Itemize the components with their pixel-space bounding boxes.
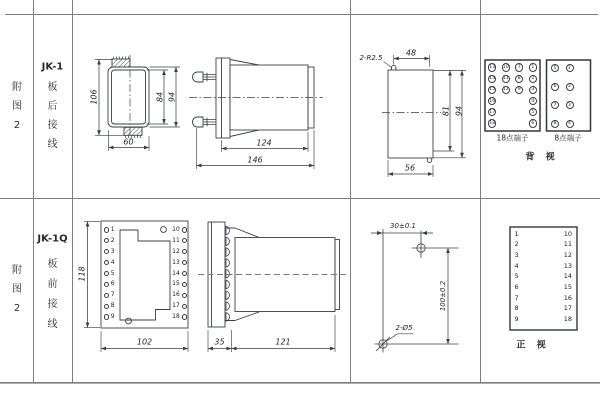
dim-94-face: 94 — [167, 91, 177, 103]
list-item: 接 — [47, 299, 58, 310]
front-view-terminals-right — [168, 227, 187, 320]
list-item: 3 — [529, 86, 537, 94]
list-item: 5 — [551, 64, 559, 72]
t18-row — [485, 75, 540, 83]
list-item: 2 — [529, 75, 537, 83]
list-item: 17 — [489, 109, 496, 115]
panel-cutout-drawing — [382, 55, 466, 177]
list-item: 2 — [514, 240, 519, 249]
dim-48: 48 — [405, 48, 417, 58]
list-item: 18 — [563, 315, 572, 323]
list-item: 9 — [514, 315, 519, 323]
caption-rear-view: 背 视 — [525, 152, 559, 163]
list-item: 8 — [515, 75, 523, 83]
list-item: 3 — [566, 101, 574, 109]
dim-94-cutout: 94 — [454, 105, 463, 117]
list-item: 5 — [514, 272, 519, 281]
list-item: 14 — [489, 76, 496, 82]
t18-row — [485, 86, 540, 94]
dim-118: 118 — [77, 266, 87, 282]
list-item: 2 — [566, 83, 574, 91]
list-item: 17 — [563, 304, 572, 313]
list-item: 10 — [502, 65, 509, 71]
list-item: 6 — [514, 282, 519, 291]
list-item: 10 — [563, 229, 572, 238]
dim-60: 60 — [123, 137, 134, 147]
list-item: 6 — [104, 281, 115, 287]
jk1-side-view-drawing — [189, 58, 323, 169]
front-table-left-column — [515, 231, 519, 323]
list-item: 后 — [47, 101, 58, 112]
list-item: 1 — [104, 227, 115, 233]
list-item: 2 — [13, 120, 21, 131]
list-item: 17 — [172, 303, 187, 309]
list-item: 11 — [502, 76, 509, 82]
caption-18pt: 18点端子 — [496, 133, 529, 142]
list-item: 6 — [551, 83, 559, 91]
list-item: 13 — [563, 261, 572, 270]
list-item: 18 — [172, 314, 187, 320]
list-item: 2 — [13, 303, 21, 314]
list-item: 前 — [47, 279, 58, 290]
list-item: 4 — [514, 261, 519, 270]
dim-102: 102 — [136, 337, 153, 347]
dim-30-tolerance: 30±0.1 — [390, 221, 416, 230]
figure-label-bottom — [12, 266, 22, 314]
terminal-block-8pt-right-column — [566, 64, 574, 128]
list-item: 附 — [12, 82, 22, 93]
list-item: 8 — [104, 303, 115, 309]
model-label-jk1q: JK-1Q — [37, 233, 68, 245]
list-item: 16 — [489, 98, 496, 104]
dim-84: 84 — [155, 91, 164, 103]
list-item: 14 — [563, 272, 572, 281]
list-item: 附 — [12, 265, 22, 276]
list-item: 3 — [104, 249, 115, 255]
dim-124: 124 — [256, 138, 272, 148]
list-item: 7 — [515, 63, 523, 71]
list-item: 7 — [514, 293, 519, 302]
list-item: 4 — [529, 97, 537, 105]
t18-row — [485, 119, 540, 127]
dim-146: 146 — [247, 155, 263, 165]
wiring-label-rear — [48, 83, 58, 150]
list-item: 8 — [514, 304, 519, 313]
dim-81: 81 — [441, 105, 451, 117]
list-item: 16 — [563, 293, 572, 302]
list-item: 7 — [551, 101, 559, 109]
list-item: 线 — [47, 319, 58, 330]
list-item: 14 — [172, 271, 187, 277]
list-item: 接 — [47, 120, 58, 131]
screw-top — [193, 72, 216, 82]
list-item: 12 — [563, 250, 572, 259]
list-item: 3 — [514, 250, 519, 259]
dim-56: 56 — [404, 163, 416, 173]
list-item: 13 — [489, 65, 496, 71]
t18-row — [485, 97, 540, 105]
caption-front-view: 正 视 — [516, 340, 550, 351]
list-item: 5 — [529, 108, 537, 116]
list-item: 5 — [104, 271, 115, 277]
list-item: 1 — [529, 63, 537, 71]
terminal-bumps — [226, 226, 229, 321]
figure-label-top — [12, 83, 22, 131]
list-item: 15 — [172, 281, 187, 287]
list-item: 4 — [566, 120, 574, 128]
list-item: 15 — [563, 282, 572, 291]
terminal-block-18pt — [485, 60, 540, 131]
dim-radius-callout: 2-R2.5 — [359, 54, 383, 62]
caption-8pt: 8点端子 — [554, 133, 582, 142]
dim-hole-callout: 2-Ø5 — [395, 324, 413, 332]
list-item: 10 — [172, 227, 187, 233]
list-item: 13 — [172, 260, 187, 266]
list-item: 18 — [489, 120, 496, 126]
list-item: 图 — [12, 101, 22, 112]
dim-35: 35 — [214, 337, 225, 347]
list-item: 4 — [104, 260, 115, 266]
list-item: 6 — [529, 119, 537, 127]
dim-121: 121 — [275, 337, 291, 347]
wiring-label-front — [48, 260, 58, 330]
t18-row — [485, 63, 540, 71]
list-item: 11 — [172, 238, 187, 244]
front-table-right-column — [556, 231, 572, 323]
front-view-terminals-left — [104, 227, 115, 320]
terminal-block-8pt-left-column — [551, 64, 559, 128]
jk1q-side-view-drawing — [198, 222, 346, 352]
list-item: 15 — [489, 87, 496, 93]
list-item: 2 — [104, 238, 115, 244]
list-item: 11 — [563, 240, 572, 249]
list-item: 板 — [47, 82, 58, 93]
list-item: 7 — [104, 292, 115, 298]
dim-100-tolerance: 100±0.2 — [439, 280, 447, 312]
list-item: 9 — [515, 86, 523, 94]
list-item: 线 — [47, 139, 58, 150]
list-item: 1 — [566, 64, 574, 72]
list-item: 12 — [502, 87, 509, 93]
list-item: 8 — [551, 120, 559, 128]
dim-106: 106 — [89, 89, 98, 105]
t18-row — [485, 108, 540, 116]
model-label-jk1: JK-1 — [41, 61, 64, 73]
screw-bottom — [193, 117, 217, 127]
list-item: 图 — [12, 284, 22, 295]
list-item: 9 — [104, 314, 115, 320]
list-item: 16 — [172, 292, 187, 298]
list-item: 1 — [514, 229, 519, 238]
jk1-face-view-drawing — [95, 55, 180, 151]
list-item: 板 — [47, 259, 58, 270]
list-item: 12 — [172, 249, 187, 255]
